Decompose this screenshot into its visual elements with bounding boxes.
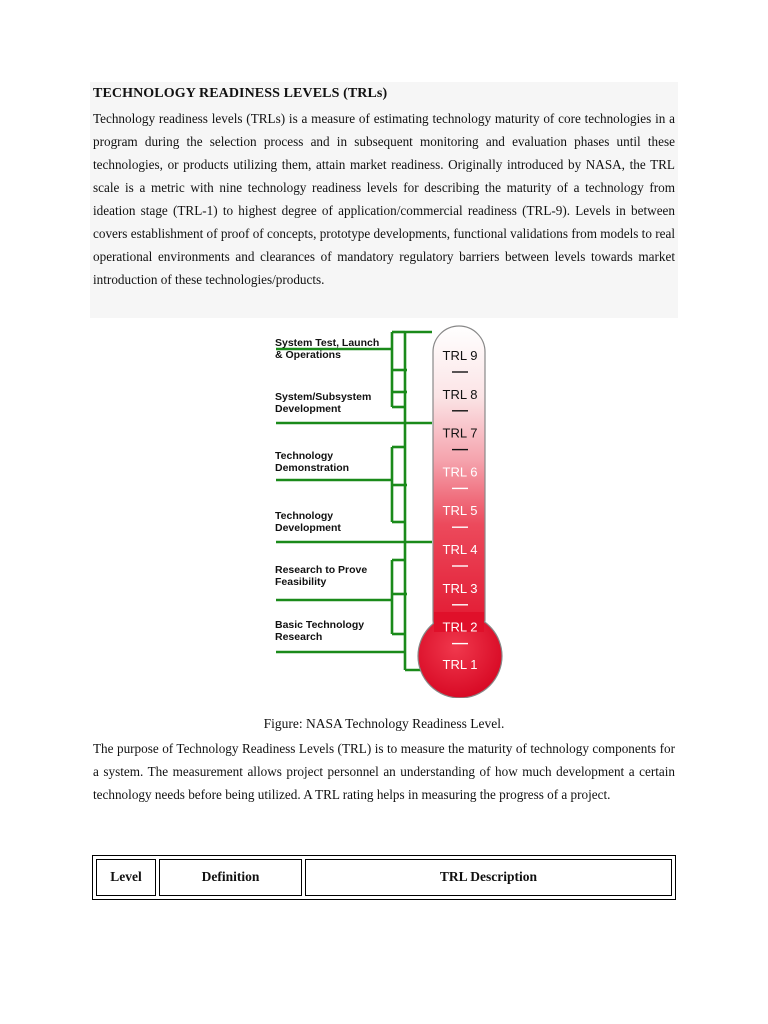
stage-label: Technology [275,450,334,462]
stage-label: Demonstration [275,462,350,474]
trl-level-label: TRL 6 [442,464,478,480]
stage-label: Research [275,631,323,643]
stage-label: System Test, Launch [275,337,380,349]
stage-label: Development [275,403,341,415]
stage-label: Development [275,522,341,534]
trl-level-label: TRL 9 [442,348,478,363]
trl-level-label: TRL 8 [442,386,478,402]
trl-level-label: TRL 4 [442,542,478,557]
trl-level-label: TRL 3 [442,580,478,596]
trl-level-label: TRL 7 [442,425,478,441]
stage-label: Feasibility [275,576,327,588]
trl-level-label: TRL 5 [442,503,478,519]
stage-label: & Operations [275,349,341,361]
stage-label: System/Subsystem [275,391,372,403]
stage-label: Research to Prove [275,564,368,576]
table-header-level: Level [96,859,156,896]
intro-paragraph: Technology readiness levels (TRLs) is a measure of estimating technology maturity of core technologies in a program during the selection process and in subsequent monitoring and evaluation phases until these technologies, or products utilizing them, attain market readiness. Originally introduced by NASA, the TRL scale is a metric with nine technology readiness levels for describing the maturity of a technology from ideation stage (TRL-1) to highest degree of application/commercial readiness (TRL-9). Levels in between covers establishment of proof of concepts, prototype developments, functional validations from models to real operational environments and clearances of mandatory regulatory barriers between levels towards market introduction of these technologies/products. [93,111,675,287]
figure-caption: Figure: NASA Technology Readiness Level. [263,716,505,731]
trl-thermometer-figure [262,322,522,698]
trl-table [92,855,676,900]
stage-label: Basic Technology [275,619,365,631]
purpose-paragraph: The purpose of Technology Readiness Levels (TRL) is to measure the maturity of technology components for a system. The measurement allows project personnel an understanding of how much development a certain technology needs before being utilized. A TRL rating helps in measuring the progress of a project. [93,741,675,802]
page-heading: TECHNOLOGY READINESS LEVELS (TRLs) [93,86,388,101]
table-header-definition: Definition [159,859,302,896]
trl-level-label: TRL 1 [442,657,478,672]
stage-label: Technology [275,510,334,522]
table-header-trl-description: TRL Description [305,859,672,896]
trl-level-label: TRL 2 [442,619,478,635]
